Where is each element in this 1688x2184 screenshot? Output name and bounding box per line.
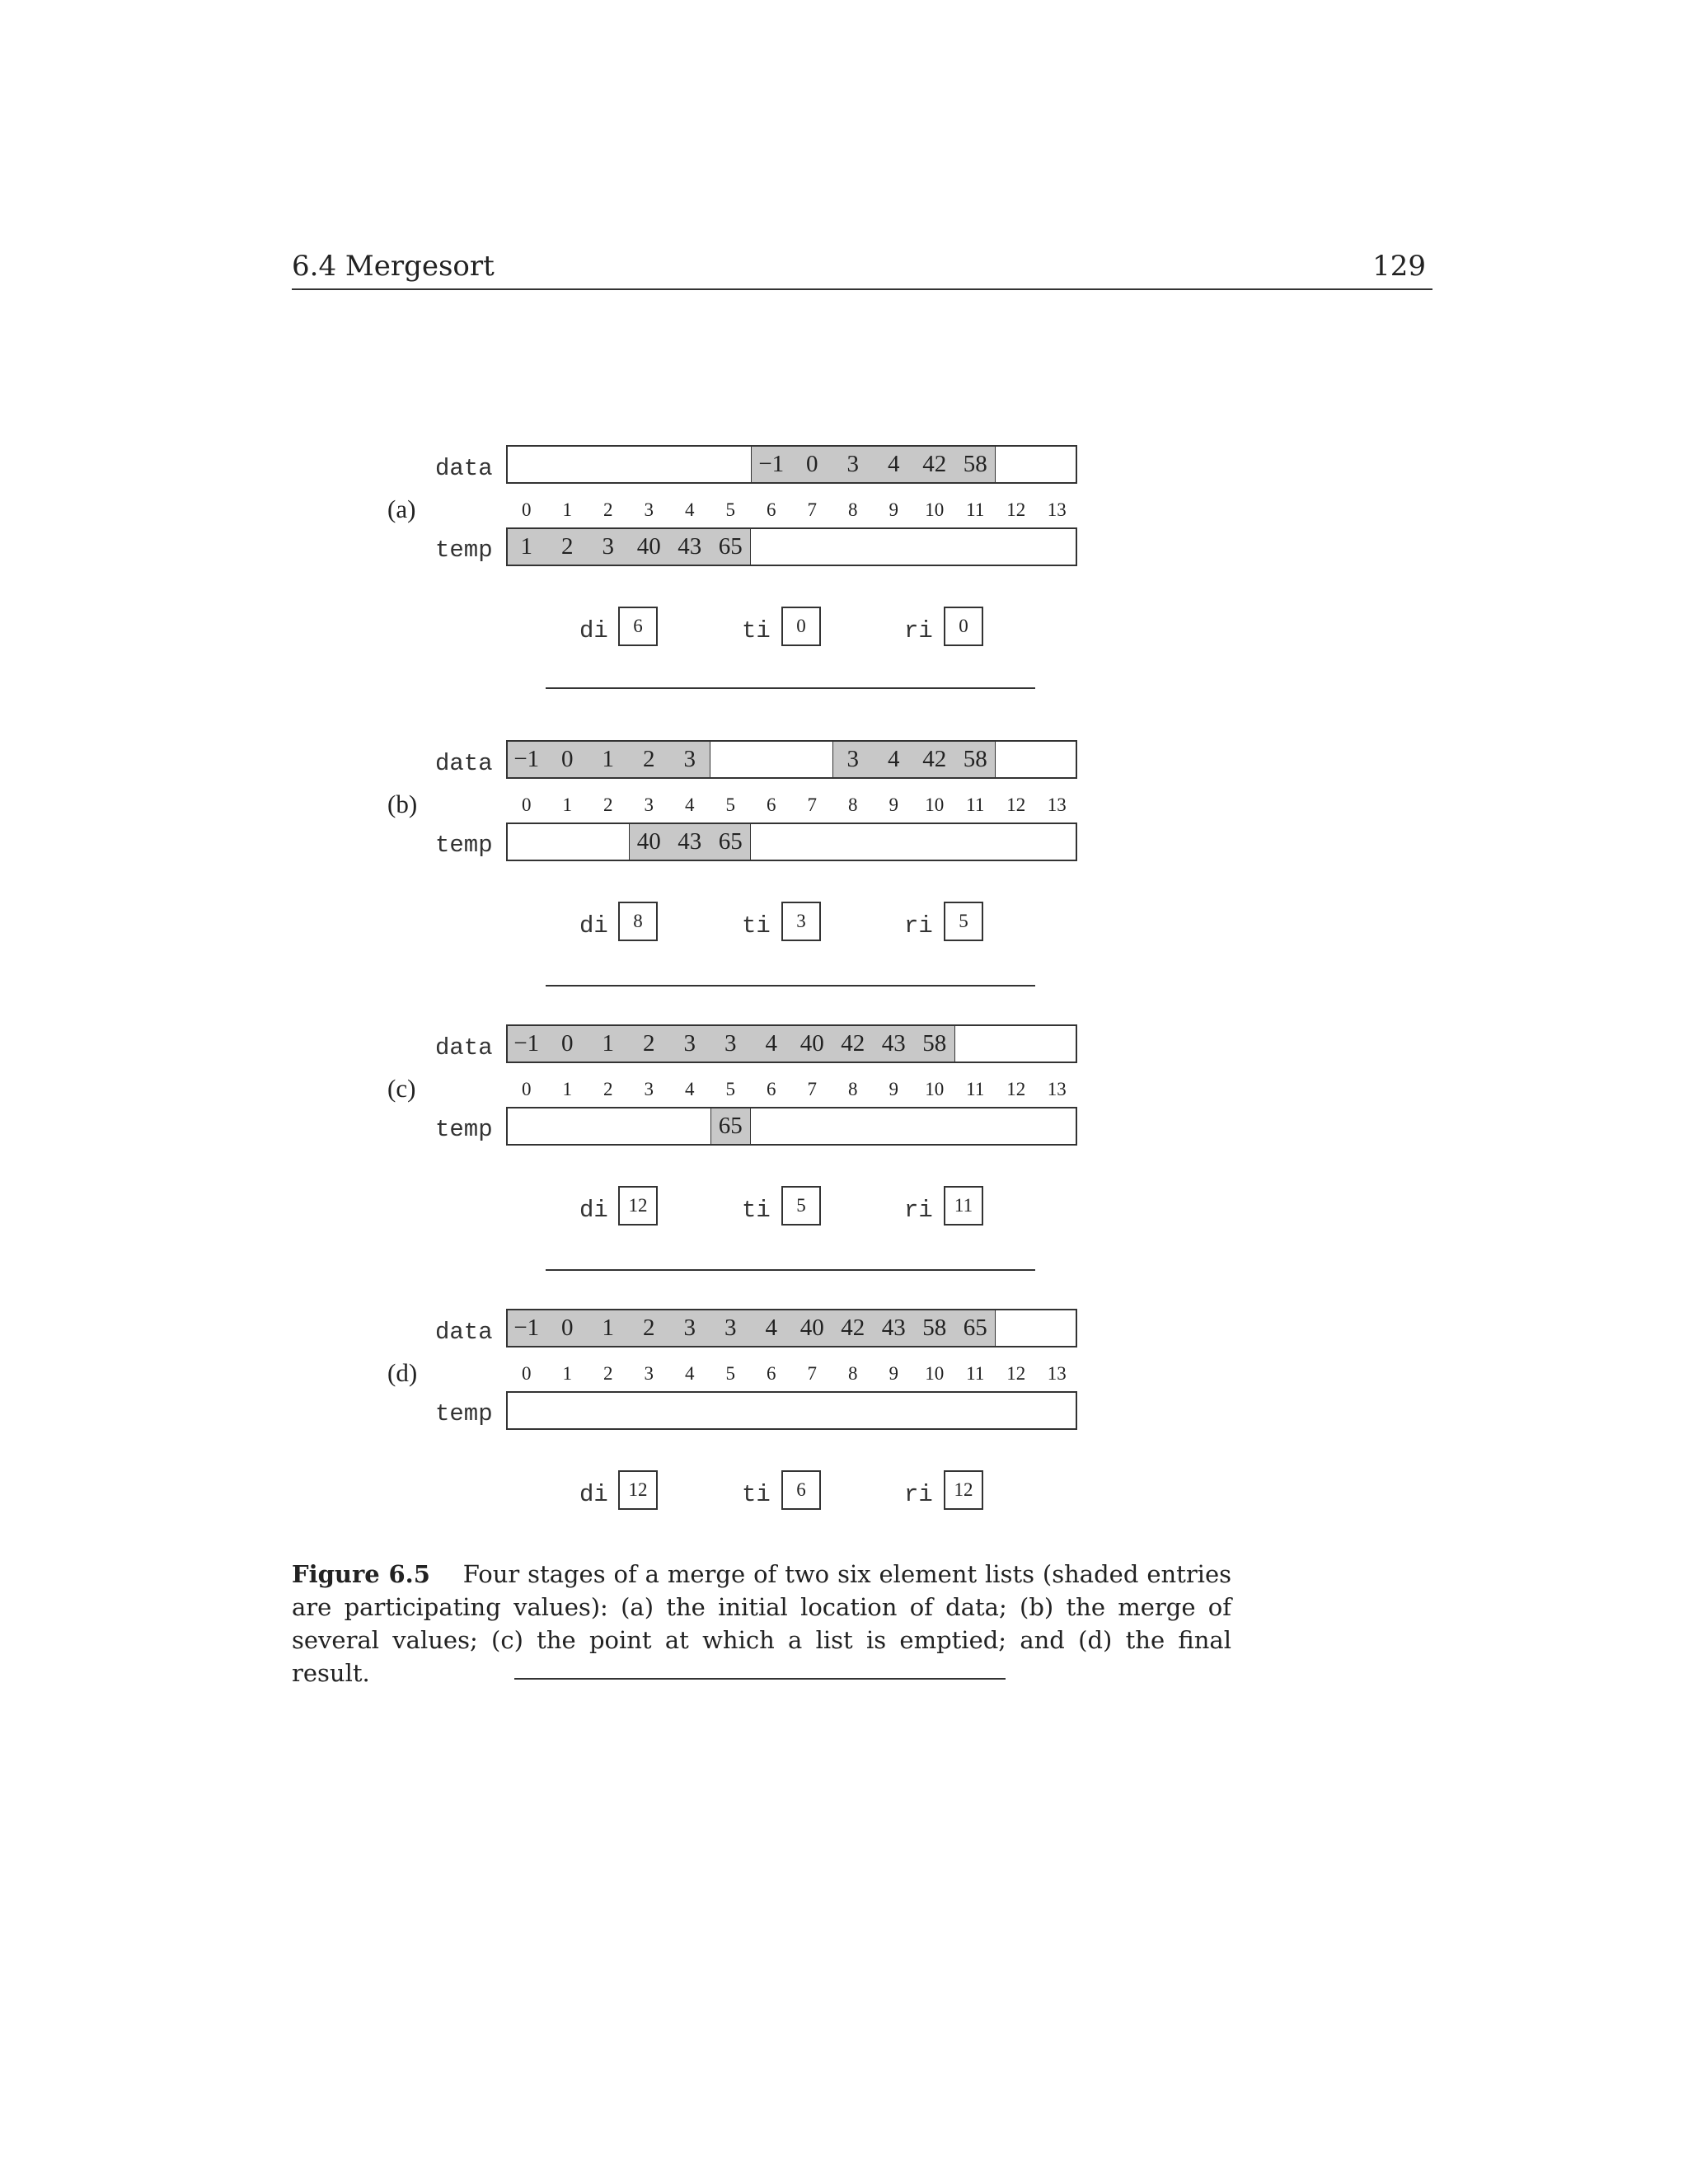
temp-cell — [629, 1108, 670, 1144]
index-label: 6 — [767, 1079, 776, 1099]
temp-cell — [955, 529, 996, 565]
index-label: 9 — [889, 1079, 898, 1099]
ti-value-box: 6 — [781, 1470, 821, 1510]
temp-cell — [874, 824, 915, 860]
data-cell: 3 — [724, 1030, 737, 1057]
data-cell — [1037, 742, 1078, 777]
data-cell — [1037, 447, 1078, 482]
di-value-box: 8 — [618, 902, 658, 941]
temp-array — [506, 823, 1077, 861]
temp-cell — [588, 824, 629, 860]
stage-letter: (b) — [387, 790, 418, 818]
data-cell — [588, 447, 629, 482]
temp-cell — [751, 1393, 792, 1428]
index-label: 3 — [644, 1363, 654, 1384]
temp-cell — [955, 1393, 996, 1428]
data-array-label: data — [435, 455, 493, 482]
di-value-box: 12 — [618, 1470, 658, 1510]
temp-cell — [792, 824, 833, 860]
index-label: 12 — [1006, 1363, 1026, 1384]
index-label: 7 — [807, 499, 817, 520]
temp-cell — [1037, 1393, 1078, 1428]
data-cell: 4 — [765, 1030, 777, 1057]
data-cell: 58 — [963, 451, 987, 477]
data-cell: 58 — [922, 1315, 947, 1341]
temp-array-label: temp — [435, 1400, 493, 1427]
index-label: 6 — [767, 794, 776, 815]
temp-cell — [996, 824, 1037, 860]
di-label: di — [579, 1197, 608, 1224]
data-cell: −1 — [758, 451, 785, 477]
ti-label: ti — [742, 1197, 771, 1224]
temp-cell: 40 — [636, 828, 661, 855]
caption-rule — [514, 1678, 1006, 1680]
temp-cell — [1037, 529, 1078, 565]
data-cell: 0 — [561, 746, 574, 772]
index-label: 9 — [889, 794, 898, 815]
temp-cell: 65 — [718, 1113, 743, 1139]
stage-separator — [546, 985, 1035, 987]
temp-array-label: temp — [435, 832, 493, 859]
index-label: 11 — [966, 1079, 985, 1099]
ri-value-box: 0 — [944, 607, 983, 646]
data-cell: 0 — [561, 1315, 574, 1341]
data-cell: 1 — [602, 746, 614, 772]
temp-cell: 65 — [718, 533, 743, 560]
index-label: 7 — [807, 1079, 817, 1099]
data-cell: 4 — [765, 1315, 777, 1341]
ri-label: ri — [904, 1197, 933, 1224]
data-array — [506, 445, 1077, 484]
data-cell — [710, 742, 752, 777]
caption-text: Four stages of a merge of two six element lists (shaded entries are participating values): (a) the initial location of data; (b) the merge of several values; (c) the point at which a list is emptied; and (d) the final result. — [292, 1560, 1231, 1687]
data-cell — [710, 447, 752, 482]
data-cell — [996, 1310, 1037, 1346]
index-label: 0 — [522, 499, 532, 520]
index-label: 12 — [1006, 499, 1026, 520]
ri-value-box: 5 — [944, 902, 983, 941]
ri-label: ri — [904, 617, 933, 644]
index-label: 3 — [644, 794, 654, 815]
section-title: 6.4 Mergesort — [292, 250, 495, 283]
stage-separator — [546, 687, 1035, 689]
index-label: 10 — [925, 794, 945, 815]
temp-array — [506, 1107, 1077, 1146]
temp-cell — [506, 1108, 547, 1144]
data-cell: 43 — [881, 1315, 906, 1341]
data-cell: 40 — [799, 1315, 824, 1341]
ri-value-box: 11 — [944, 1186, 983, 1226]
ti-value-box: 0 — [781, 607, 821, 646]
temp-cell — [996, 1108, 1037, 1144]
ri-label: ri — [904, 1481, 933, 1508]
temp-cell — [914, 824, 955, 860]
data-cell: −1 — [513, 1315, 540, 1341]
data-cell — [1037, 1026, 1078, 1062]
data-cell: 3 — [683, 1030, 696, 1057]
index-label: 3 — [644, 1079, 654, 1099]
di-value-box: 6 — [618, 607, 658, 646]
temp-cell — [506, 824, 547, 860]
data-cell: 2 — [643, 1030, 655, 1057]
temp-cell — [751, 529, 792, 565]
data-cell: 3 — [683, 1315, 696, 1341]
temp-cell — [629, 1393, 670, 1428]
stage-c — [0, 1024, 1688, 1288]
data-cell: 42 — [841, 1030, 865, 1057]
temp-cell — [669, 1393, 710, 1428]
temp-cell: 2 — [561, 533, 574, 560]
index-label: 0 — [522, 1363, 532, 1384]
temp-cell — [751, 824, 792, 860]
index-label: 2 — [603, 1363, 613, 1384]
index-label: 13 — [1047, 1363, 1067, 1384]
stage-b — [0, 740, 1688, 1004]
index-label: 6 — [767, 499, 776, 520]
temp-cell — [914, 529, 955, 565]
index-row — [506, 1363, 1077, 1388]
caption-label: Figure 6.5 — [292, 1560, 430, 1588]
temp-cell — [547, 1108, 588, 1144]
data-array — [506, 740, 1077, 779]
temp-cell — [792, 529, 833, 565]
index-label: 8 — [848, 499, 858, 520]
data-cell: 4 — [888, 451, 900, 477]
temp-cell — [710, 1393, 752, 1428]
index-label: 13 — [1047, 794, 1067, 815]
data-cell: 0 — [806, 451, 818, 477]
index-label: 0 — [522, 1079, 532, 1099]
data-array-label: data — [435, 750, 493, 777]
index-row — [506, 1079, 1077, 1104]
data-cell: 0 — [561, 1030, 574, 1057]
temp-cell — [506, 1393, 547, 1428]
data-cell — [547, 447, 588, 482]
data-cell: 2 — [643, 746, 655, 772]
di-label: di — [579, 1481, 608, 1508]
index-label: 13 — [1047, 1079, 1067, 1099]
index-label: 4 — [685, 1079, 695, 1099]
ri-label: ri — [904, 912, 933, 940]
temp-cell: 65 — [718, 828, 743, 855]
temp-cell — [832, 1393, 874, 1428]
temp-cell — [874, 1108, 915, 1144]
index-label: 5 — [725, 1079, 735, 1099]
data-cell: 3 — [683, 746, 696, 772]
temp-cell — [792, 1393, 833, 1428]
header-rule — [292, 288, 1432, 290]
data-cell: 4 — [888, 746, 900, 772]
index-label: 5 — [725, 794, 735, 815]
page-number: 129 — [1372, 250, 1426, 283]
temp-cell — [1037, 1108, 1078, 1144]
data-cell — [506, 447, 547, 482]
index-label: 2 — [603, 499, 613, 520]
temp-cell: 1 — [520, 533, 532, 560]
di-value-box: 12 — [618, 1186, 658, 1226]
index-label: 5 — [725, 499, 735, 520]
data-array — [506, 1024, 1077, 1063]
data-cell — [955, 1026, 996, 1062]
temp-array — [506, 527, 1077, 566]
index-label: 4 — [685, 794, 695, 815]
data-cell — [792, 742, 833, 777]
index-label: 10 — [925, 1079, 945, 1099]
stage-letter: (a) — [387, 494, 416, 523]
index-row — [506, 794, 1077, 819]
data-cell — [1037, 1310, 1078, 1346]
temp-cell — [588, 1393, 629, 1428]
index-label: 8 — [848, 1079, 858, 1099]
data-cell: 40 — [799, 1030, 824, 1057]
data-cell: 1 — [602, 1030, 614, 1057]
index-label: 4 — [685, 499, 695, 520]
index-label: 9 — [889, 1363, 898, 1384]
stage-a — [0, 445, 1688, 709]
temp-cell — [874, 1393, 915, 1428]
temp-cell — [547, 1393, 588, 1428]
index-label: 12 — [1006, 794, 1026, 815]
data-cell: 2 — [643, 1315, 655, 1341]
data-cell: 43 — [881, 1030, 906, 1057]
ti-value-box: 5 — [781, 1186, 821, 1226]
temp-cell: 40 — [636, 533, 661, 560]
index-label: 10 — [925, 499, 945, 520]
stage-letter: (c) — [387, 1074, 416, 1103]
data-cell: 3 — [846, 451, 859, 477]
index-label: 9 — [889, 499, 898, 520]
index-label: 10 — [925, 1363, 945, 1384]
temp-cell — [914, 1393, 955, 1428]
index-label: 7 — [807, 1363, 817, 1384]
data-cell: 58 — [963, 746, 987, 772]
temp-cell — [914, 1108, 955, 1144]
index-label: 8 — [848, 794, 858, 815]
temp-cell: 43 — [678, 533, 702, 560]
data-cell: 42 — [841, 1315, 865, 1341]
temp-cell — [955, 1108, 996, 1144]
data-cell — [751, 742, 792, 777]
temp-cell — [832, 529, 874, 565]
temp-cell — [832, 1108, 874, 1144]
index-label: 6 — [767, 1363, 776, 1384]
data-cell: 65 — [963, 1315, 987, 1341]
temp-array — [506, 1391, 1077, 1430]
index-label: 2 — [603, 1079, 613, 1099]
temp-cell — [547, 824, 588, 860]
index-label: 7 — [807, 794, 817, 815]
index-label: 8 — [848, 1363, 858, 1384]
index-label: 1 — [562, 1363, 572, 1384]
temp-cell — [996, 1393, 1037, 1428]
figure-caption — [292, 1558, 1231, 1690]
index-label: 1 — [562, 499, 572, 520]
index-label: 12 — [1006, 1079, 1026, 1099]
stage-letter: (d) — [387, 1358, 418, 1387]
ti-value-box: 3 — [781, 902, 821, 941]
index-label: 2 — [603, 794, 613, 815]
temp-cell: 43 — [678, 828, 702, 855]
temp-cell — [1037, 824, 1078, 860]
index-label: 4 — [685, 1363, 695, 1384]
index-label: 13 — [1047, 499, 1067, 520]
temp-cell — [669, 1108, 710, 1144]
di-label: di — [579, 617, 608, 644]
ti-label: ti — [742, 617, 771, 644]
index-label: 3 — [644, 499, 654, 520]
temp-cell — [588, 1108, 629, 1144]
data-cell — [629, 447, 670, 482]
temp-cell — [955, 824, 996, 860]
index-label: 1 — [562, 1079, 572, 1099]
data-array — [506, 1309, 1077, 1347]
data-cell: −1 — [513, 1030, 540, 1057]
data-array-label: data — [435, 1319, 493, 1346]
temp-cell — [996, 529, 1037, 565]
data-cell — [996, 447, 1037, 482]
index-label: 1 — [562, 794, 572, 815]
temp-cell — [751, 1108, 792, 1144]
data-array-label: data — [435, 1034, 493, 1062]
di-label: di — [579, 912, 608, 940]
data-cell — [669, 447, 710, 482]
temp-cell — [832, 824, 874, 860]
ti-label: ti — [742, 912, 771, 940]
data-cell — [996, 1026, 1037, 1062]
temp-cell — [792, 1108, 833, 1144]
data-cell: 3 — [846, 746, 859, 772]
temp-cell — [874, 529, 915, 565]
ri-value-box: 12 — [944, 1470, 983, 1510]
data-cell: 42 — [922, 451, 947, 477]
data-cell: 42 — [922, 746, 947, 772]
temp-cell: 3 — [602, 533, 614, 560]
index-label: 11 — [966, 499, 985, 520]
index-label: 0 — [522, 794, 532, 815]
data-cell: 58 — [922, 1030, 947, 1057]
stage-separator — [546, 1269, 1035, 1271]
index-label: 11 — [966, 794, 985, 815]
index-label: 11 — [966, 1363, 985, 1384]
data-cell — [996, 742, 1037, 777]
temp-array-label: temp — [435, 1116, 493, 1143]
temp-array-label: temp — [435, 537, 493, 564]
ti-label: ti — [742, 1481, 771, 1508]
index-label: 5 — [725, 1363, 735, 1384]
index-row — [506, 499, 1077, 524]
data-cell: −1 — [513, 746, 540, 772]
stage-d — [0, 1309, 1688, 1572]
data-cell: 3 — [724, 1315, 737, 1341]
data-cell: 1 — [602, 1315, 614, 1341]
